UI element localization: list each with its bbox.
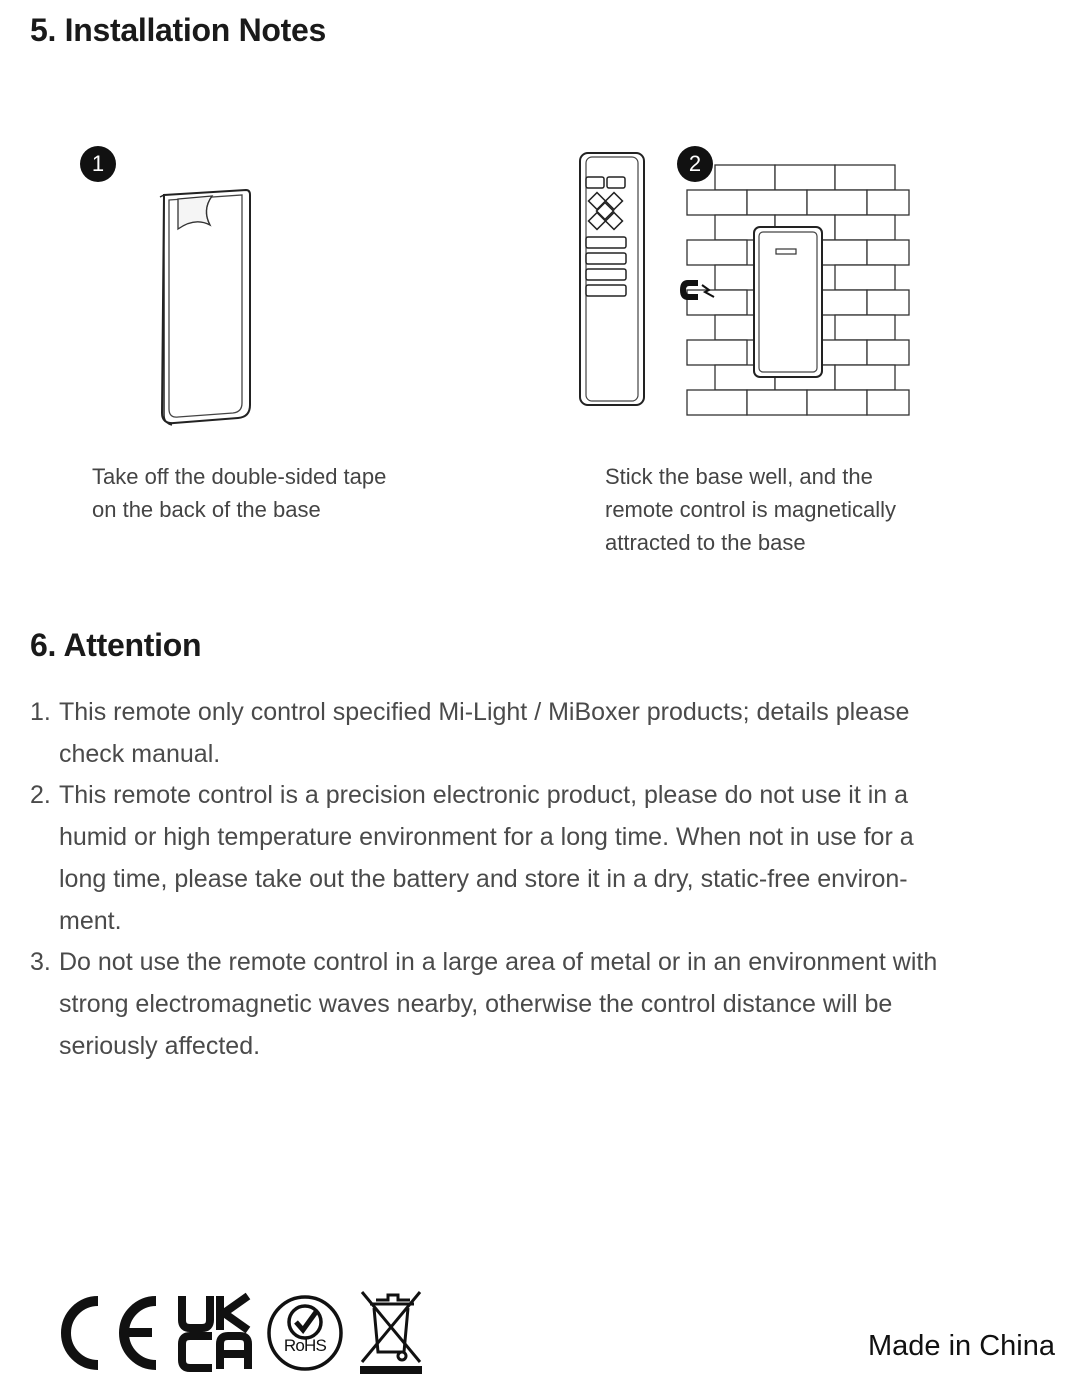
attention-list: [30, 692, 1040, 1067]
section-heading-attention: 6. Attention: [30, 627, 202, 663]
section-heading-installation: 5. Installation Notes: [30, 12, 326, 48]
list-item: 3. Do not use the remote control in a large area of metal or in an environment with strong electromagnetic waves nearby, otherwise the control distance will be seriously affected.: [30, 948, 938, 1060]
step-1-caption: Take off the double-sided tape on the back of the base: [92, 464, 387, 522]
origin-label: Made in China: [868, 1330, 1055, 1362]
rohs-label: RoHS: [283, 1336, 327, 1355]
ce-mark-icon: [58, 1297, 163, 1369]
rohs-mark-icon: [266, 1294, 344, 1372]
list-item: 2. This remote control is a precision electronic product, please do not use it in a humid or high temperature environment for a long time. When not in use for a long time, please take out the battery and store it in a dry, static-free environ- ment.: [30, 781, 914, 935]
step-badge-1: 1: [80, 146, 116, 182]
step-2-caption: Stick the base well, and the remote control is magnetically attracted to the base: [605, 464, 897, 555]
tape-peel-illustration: [150, 185, 260, 430]
magnet-icon: [678, 276, 718, 304]
list-item: 1. This remote only control specified Mi-Light / MiBoxer products; details please check manual.: [30, 698, 910, 768]
weee-bin-icon: [358, 1290, 424, 1376]
ukca-mark-icon: [178, 1296, 253, 1369]
remote-on-wall-illustration: [570, 145, 920, 420]
step-badge-2: 2: [677, 146, 713, 182]
